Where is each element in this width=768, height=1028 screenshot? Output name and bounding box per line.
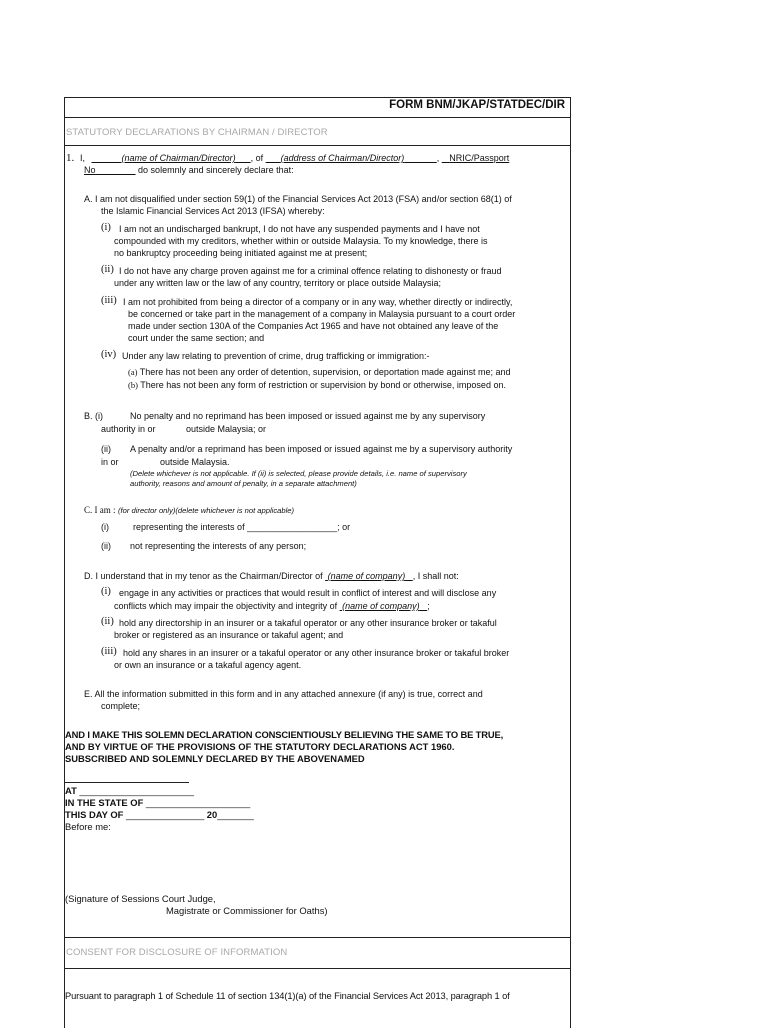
sectionA-iv-b: (b) There has not been any form of restriction or supervision by bond or otherwise, imposed on.: [128, 380, 506, 390]
day-line: THIS DAY OF _______________ 20_______: [65, 809, 254, 820]
sectionC-intro: C. I am : (for director only)(delete whichever is not applicable): [84, 505, 295, 515]
sectionA-iv-label: (iv): [101, 349, 117, 360]
item-number: 1.: [66, 152, 75, 164]
solemn-line3: SUBSCRIBED AND SOLEMNLY DECLARED BY THE ABOVENAMED: [65, 753, 365, 764]
sectionA-iv-a: (a) There has not been any order of detention, supervision, or deportation made against me; and: [128, 367, 511, 377]
sectionB-ii-line1: A penalty and/or a reprimand has been imposed or issued against me by a supervisory authority: [130, 444, 513, 454]
sectionB-i-line2b: outside Malaysia; or: [186, 424, 267, 434]
form-code: FORM BNM/JKAP/STATDEC/DIR: [389, 99, 565, 111]
at-line: AT ______________________: [65, 785, 195, 796]
sectionB-i-line1: No penalty and no reprimand has been imposed or issued against me by any supervisory: [130, 411, 486, 421]
sectionD-i-label: (i): [101, 586, 111, 597]
solemn-line1: AND I MAKE THIS SOLEMN DECLARATION CONSCIENTIOUSLY BELIEVING THE SAME TO BE TRUE,: [65, 729, 504, 740]
sectionD-iii-line1: hold any shares in an insurer or a takaful operator or any other insurance broker or takaful broker: [123, 648, 510, 658]
sectionA-i-line3: no bankruptcy proceeding being initiated against me at present;: [114, 248, 368, 258]
signature-line[interactable]: [65, 782, 189, 783]
sectionD-ii-line1: hold any directorship in an insurer or a takaful operator or any other insurance broker or takaful: [119, 618, 497, 628]
sectionA-line2: the Islamic Financial Services Act 2013 (IFSA) whereby:: [101, 206, 325, 216]
item1-line1: I, (name of Chairman/Director) , of (address of Chairman/Director) , NRIC/Passport: [80, 153, 510, 163]
sectionA-i-line2: compounded with my creditors, whether within or outside Malaysia. To my knowledge, there is: [114, 236, 488, 246]
sectionA-iii-line1: I am not prohibited from being a director of a company or in any way, whether directly or indirectly,: [123, 297, 513, 307]
sectionE-line2: complete;: [101, 701, 141, 711]
sectionA-iv-line1: Under any law relating to prevention of crime, drug trafficking or immigration:-: [122, 351, 430, 361]
sectionA-iii-label: (iii): [101, 295, 117, 306]
sectionA-iii-line4: court under the same section; and: [128, 333, 265, 343]
section2-top-rule: [64, 937, 570, 938]
sectionD-iii-line2: or own an insurance or a takaful agency agent.: [114, 660, 302, 670]
section-title-rule: [64, 145, 570, 146]
sectionD-ii-line2: broker or registered as an insurance or takaful agent; and: [114, 630, 344, 640]
sectionA-i-label: (i): [101, 222, 111, 233]
section2-bottom-rule: [64, 968, 570, 969]
solemn-line2: AND BY VIRTUE OF THE PROVISIONS OF THE STATUTORY DECLARATIONS ACT 1960.: [65, 741, 455, 752]
company-blank[interactable]: (name of company): [327, 571, 406, 581]
sectionA-ii-line1: I do not have any charge proven against me for a criminal offence relating to dishonesty or fraud: [119, 266, 502, 276]
item1-line2: No do solemnly and sincerely declare that:: [84, 165, 294, 175]
sectionC-ii-label: (ii): [101, 541, 111, 551]
sectionD-intro: D. I understand that in my tenor as the Chairman/Director of (name of company) , I shall not:: [84, 571, 459, 581]
name-blank[interactable]: (name of Chairman/Director): [121, 153, 236, 163]
sectionB-i-line2a: authority in or: [101, 424, 156, 434]
sectionA-line1: A. I am not disqualified under section 59(1) of the Financial Services Act 2013 (FSA) and/or section 68(1) of: [84, 194, 512, 204]
state-line: IN THE STATE OF ____________________: [65, 797, 251, 808]
sectionC-i-text: representing the interests of __________________; or: [133, 522, 351, 532]
header-rule: [64, 117, 570, 118]
address-blank[interactable]: (address of Chairman/Director): [280, 153, 405, 163]
sectionA-ii-line2: under any written law or the law of any country, territory or place outside Malaysia;: [114, 278, 441, 288]
section-title-statutory: STATUTORY DECLARATIONS BY CHAIRMAN / DIRECTOR: [66, 127, 328, 138]
sectionD-i-line2: conflicts which may impair the objectivity and integrity of (name of company) ;: [114, 601, 430, 611]
frame-top-rule: [64, 97, 570, 98]
sectionB-ii-label: (ii): [101, 444, 111, 454]
sectionD-iii-label: (iii): [101, 646, 117, 657]
section-title-consent: CONSENT FOR DISCLOSURE OF INFORMATION: [66, 947, 288, 958]
sectionB-ii-line2b: outside Malaysia.: [160, 457, 230, 467]
sectionB-note-line2: authority, reasons and amount of penalty, in a separate attachment): [130, 479, 357, 488]
sectionC-i-label: (i): [101, 522, 109, 532]
consent-line1: Pursuant to paragraph 1 of Schedule 11 of section 134(1)(a) of the Financial Services Act 2013, paragraph 1 of: [65, 991, 510, 1001]
sectionA-iii-line3: made under section 130A of the Companies Act 1965 and have not obtained any leave of the: [128, 321, 499, 331]
sectionC-ii-text: not representing the interests of any person;: [130, 541, 307, 551]
company-blank-2[interactable]: (name of company): [342, 601, 420, 611]
sectionB-note-line1: (Delete whichever is not applicable. If (ii) is selected, please provide details, i.e. name of supervisory: [130, 469, 467, 478]
sectionB-ii-line2a: in or: [101, 457, 119, 467]
sectionA-i-line1: I am not an undischarged bankrupt, I do not have any suspended payments and I have not: [119, 224, 480, 234]
sectionE-line1: E. All the information submitted in this form and in any attached annexure (if any) is true, correct and: [84, 689, 483, 699]
sectionB-label: B. (i): [84, 411, 104, 421]
signature-caption-line1: (Signature of Sessions Court Judge,: [65, 893, 216, 904]
signature-caption-line2: Magistrate or Commissioner for Oaths): [166, 905, 328, 916]
before-me: Before me:: [65, 821, 111, 832]
sectionD-i-line1: engage in any activities or practices that would result in conflict of interest and will disclose any: [119, 588, 497, 598]
sectionA-iii-line2: be concerned or take part in the management of a company in Malaysia pursuant to a court order: [128, 309, 516, 319]
sectionA-ii-label: (ii): [101, 264, 114, 275]
sectionD-ii-label: (ii): [101, 616, 114, 627]
